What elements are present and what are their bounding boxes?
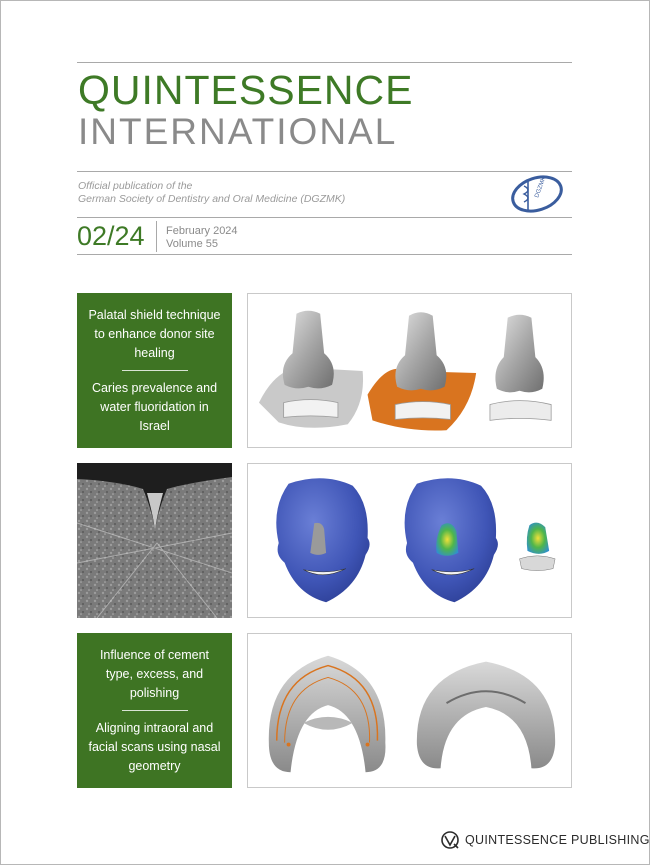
article-box-2 bbox=[77, 633, 232, 788]
issue-rule-top bbox=[77, 217, 572, 218]
microscopy-illustration bbox=[77, 463, 232, 618]
article-separator bbox=[122, 370, 188, 371]
face-scan-image bbox=[247, 463, 572, 618]
top-rule bbox=[77, 62, 572, 63]
face-scan-illustration bbox=[248, 464, 571, 617]
journal-subtitle: INTERNATIONAL bbox=[78, 111, 398, 152]
issue-number: 02/24 bbox=[77, 221, 145, 251]
nose-scan-image bbox=[247, 293, 572, 448]
issue-rule-bottom bbox=[77, 254, 572, 255]
issue-divider bbox=[156, 221, 157, 252]
microscopy-image bbox=[77, 463, 232, 618]
issue-date bbox=[166, 225, 238, 250]
article-title-nasal-geometry: Aligning intraoral and facial scans using nasal geometry bbox=[88, 720, 221, 773]
publisher-brand bbox=[440, 830, 650, 850]
dental-arch-scan-image bbox=[247, 633, 572, 788]
article-box-1 bbox=[77, 293, 232, 448]
issue-month: February 2024 bbox=[166, 225, 238, 237]
official-line-1: Official publication of the bbox=[78, 180, 193, 192]
dgzmk-logo bbox=[507, 172, 565, 216]
article-title-palatal-shield: Palatal shield technique to enhance donor site healing bbox=[88, 307, 221, 360]
issue-volume: Volume 55 bbox=[166, 237, 218, 250]
header-rule bbox=[77, 171, 572, 172]
article-title-caries: Caries prevalence and water fluoridation in Israel bbox=[91, 380, 218, 433]
dgzmk-logo-text: DGZMK bbox=[534, 176, 548, 199]
nose-scan-illustration bbox=[248, 294, 571, 447]
article-separator bbox=[122, 710, 188, 711]
publisher-logo-icon bbox=[440, 830, 460, 850]
dental-arch-illustration bbox=[248, 634, 571, 787]
journal-title: QUINTESSENCE bbox=[78, 67, 414, 113]
official-publication bbox=[78, 180, 345, 205]
article-title-cement: Influence of cement type, excess, and polishing bbox=[99, 647, 210, 700]
official-line-2: German Society of Dentistry and Oral Medicine (DGZMK) bbox=[78, 192, 346, 205]
publisher-name: QUINTESSENCE PUBLISHING bbox=[465, 833, 650, 847]
